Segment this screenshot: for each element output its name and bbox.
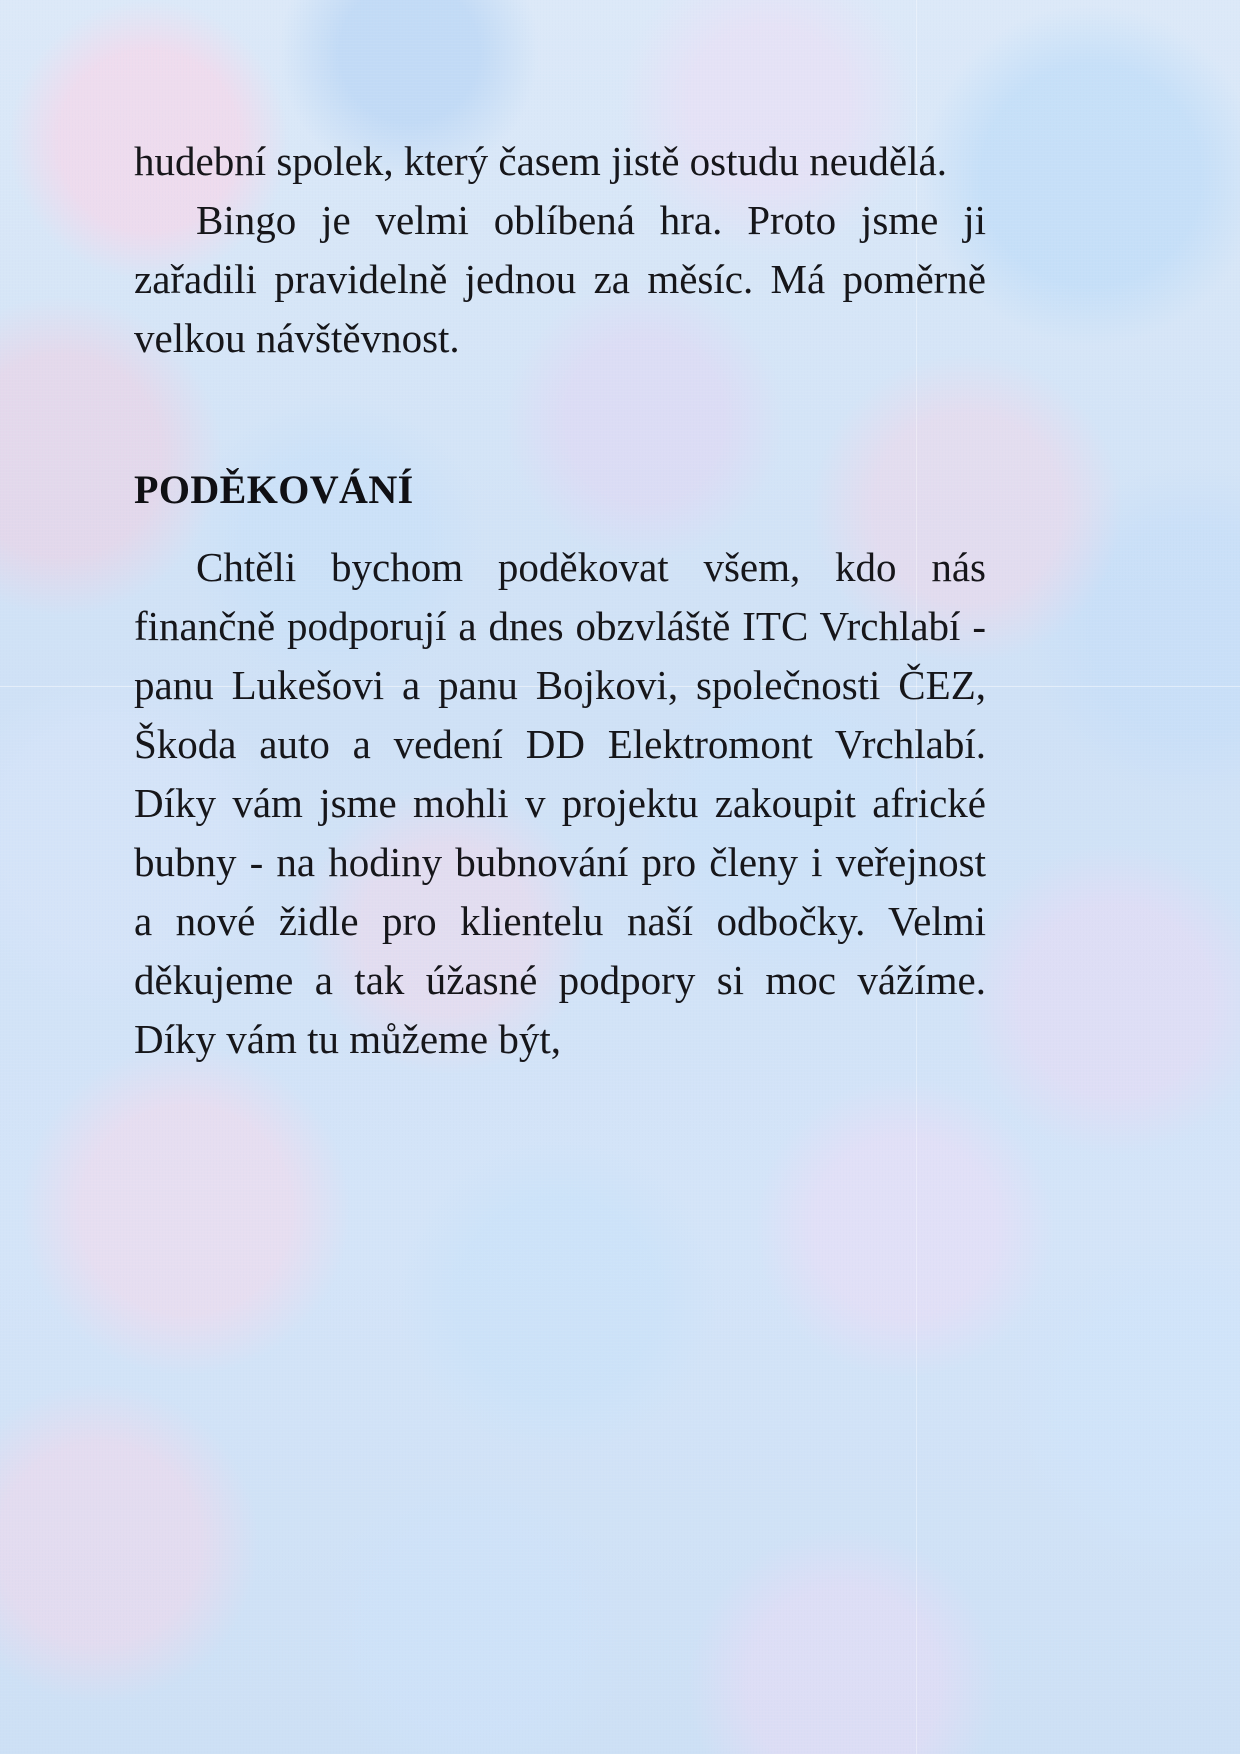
section-heading-podekovani: PODĚKOVÁNÍ (134, 467, 414, 513)
text-column (134, 132, 986, 1069)
heading-spacer (134, 516, 986, 538)
paragraph-continuation: hudební spolek, který časem jistě ostudu neudělá. (134, 138, 947, 184)
paragraph-acknowledgements: Chtěli bychom poděkovat všem, kdo nás finančně podporují a dnes obzvláště ITC Vrchlabí - panu Lukešovi a panu Bojkovi, společnosti ČEZ, Škoda auto a vedení DD Elektromont Vrchlabí. Díky vám jsme mohli v projektu zakoupit africké bubny - na hodiny bubnování pro členy i veřejnost a nové židle pro klientelu naší odbočky. Velmi děkujeme a tak úžasné podpory si moc vážíme. Díky vám tu můžeme být, (134, 544, 986, 1063)
paragraph-spacer (134, 368, 986, 464)
paragraph-bingo: Bingo je velmi oblíbená hra. Proto jsme ji zařadili pravidelně jednou za měsíc. Má poměrně velkou návštěvnost. (134, 197, 986, 362)
